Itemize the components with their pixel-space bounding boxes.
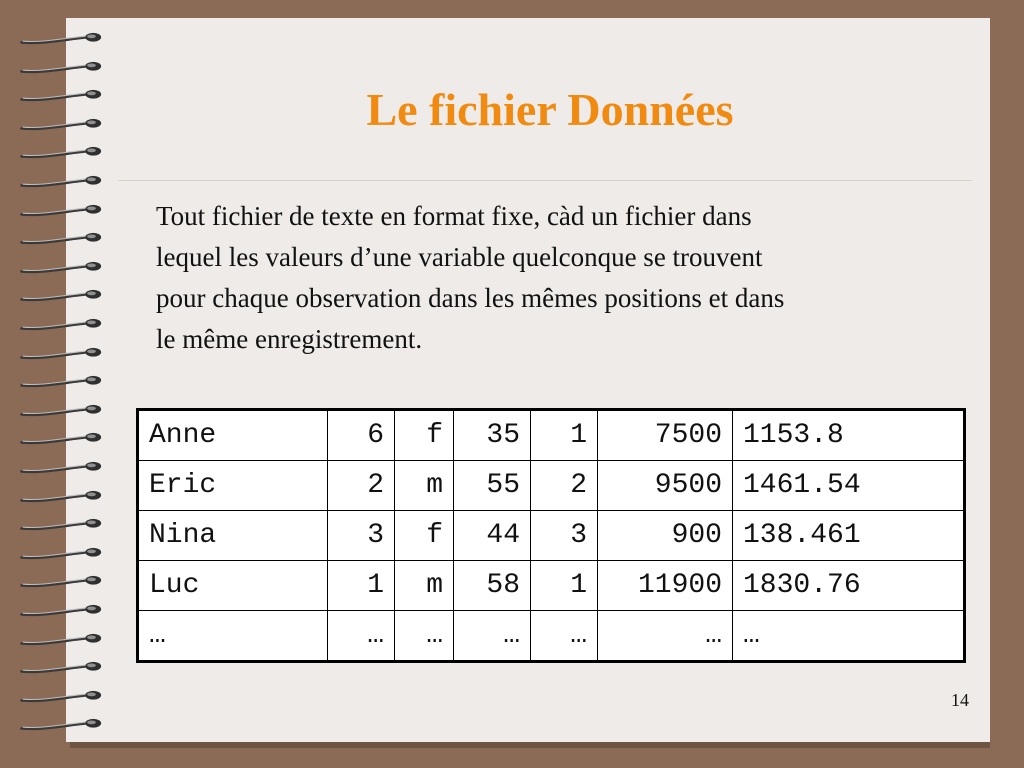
spiral-coil [10, 175, 110, 189]
spiral-coil [10, 490, 110, 504]
spiral-coil [10, 604, 110, 618]
spiral-coil [10, 61, 110, 75]
table-cell: f [395, 511, 454, 561]
table-cell: 1461.54 [733, 461, 965, 511]
table-cell: 900 [598, 511, 733, 561]
spiral-coil [10, 518, 110, 532]
spiral-coil [10, 575, 110, 589]
table-cell: … [395, 611, 454, 662]
spiral-coil [10, 89, 110, 103]
table-cell: m [395, 561, 454, 611]
table-row [138, 410, 965, 461]
table-cell: f [395, 410, 454, 461]
table-cell: 1 [531, 561, 598, 611]
spiral-coil [10, 547, 110, 561]
spiral-coil [10, 232, 110, 246]
spiral-coil [10, 318, 110, 332]
table-row [138, 511, 965, 561]
table-cell: Eric [138, 461, 328, 511]
page-number: 14 [951, 690, 969, 710]
table-row [138, 611, 965, 662]
spiral-coil [10, 347, 110, 361]
table-cell: 9500 [598, 461, 733, 511]
spiral-coil [10, 32, 110, 46]
table-cell: 2 [531, 461, 598, 511]
table-cell: 1 [531, 410, 598, 461]
spiral-coil [10, 146, 110, 160]
table-cell: Anne [138, 410, 328, 461]
paragraph-line: le même enregistrement. [156, 324, 423, 354]
table-cell: 2 [328, 461, 395, 511]
spiral-coil [10, 461, 110, 475]
table-cell: Nina [138, 511, 328, 561]
table-cell: 6 [328, 410, 395, 461]
spiral-coil [10, 633, 110, 647]
spiral-coil [10, 204, 110, 218]
table-cell: 1 [328, 561, 395, 611]
table-cell: 58 [454, 561, 531, 611]
spiral-coil [10, 261, 110, 275]
table-cell: m [395, 461, 454, 511]
title-divider [118, 180, 972, 181]
table-cell: … [598, 611, 733, 662]
table-cell: 7500 [598, 410, 733, 461]
paragraph-line: pour chaque observation dans les mêmes positions et dans [156, 283, 785, 313]
table-cell: … [138, 611, 328, 662]
table-cell: 55 [454, 461, 531, 511]
spiral-coil [10, 432, 110, 446]
table-cell: … [454, 611, 531, 662]
table-cell: 44 [454, 511, 531, 561]
table-cell: 1830.76 [733, 561, 965, 611]
paragraph-line: lequel les valeurs d’une variable quelconque se trouvent [156, 242, 763, 272]
slide-title: Le fichier Données [366, 84, 734, 135]
table-row [138, 561, 965, 611]
spiral-coil [10, 404, 110, 418]
table-cell: 3 [531, 511, 598, 561]
table-cell: 11900 [598, 561, 733, 611]
table-cell: … [531, 611, 598, 662]
spiral-coil [10, 661, 110, 675]
spiral-coil [10, 718, 110, 732]
table-cell: … [328, 611, 395, 662]
spiral-coil [10, 289, 110, 303]
table-cell: 138.461 [733, 511, 965, 561]
spiral-coil [10, 375, 110, 389]
spiral-coil [10, 118, 110, 132]
data-table [136, 408, 966, 663]
table-cell: 1153.8 [733, 410, 965, 461]
body-paragraph [156, 196, 956, 360]
table-cell: … [733, 611, 965, 662]
spiral-binding [0, 6, 135, 746]
spiral-coil [10, 690, 110, 704]
table-cell: 3 [328, 511, 395, 561]
paragraph-line: Tout fichier de texte en format fixe, càd un fichier dans [156, 201, 752, 231]
table-row [138, 461, 965, 511]
table-cell: Luc [138, 561, 328, 611]
table-cell: 35 [454, 410, 531, 461]
